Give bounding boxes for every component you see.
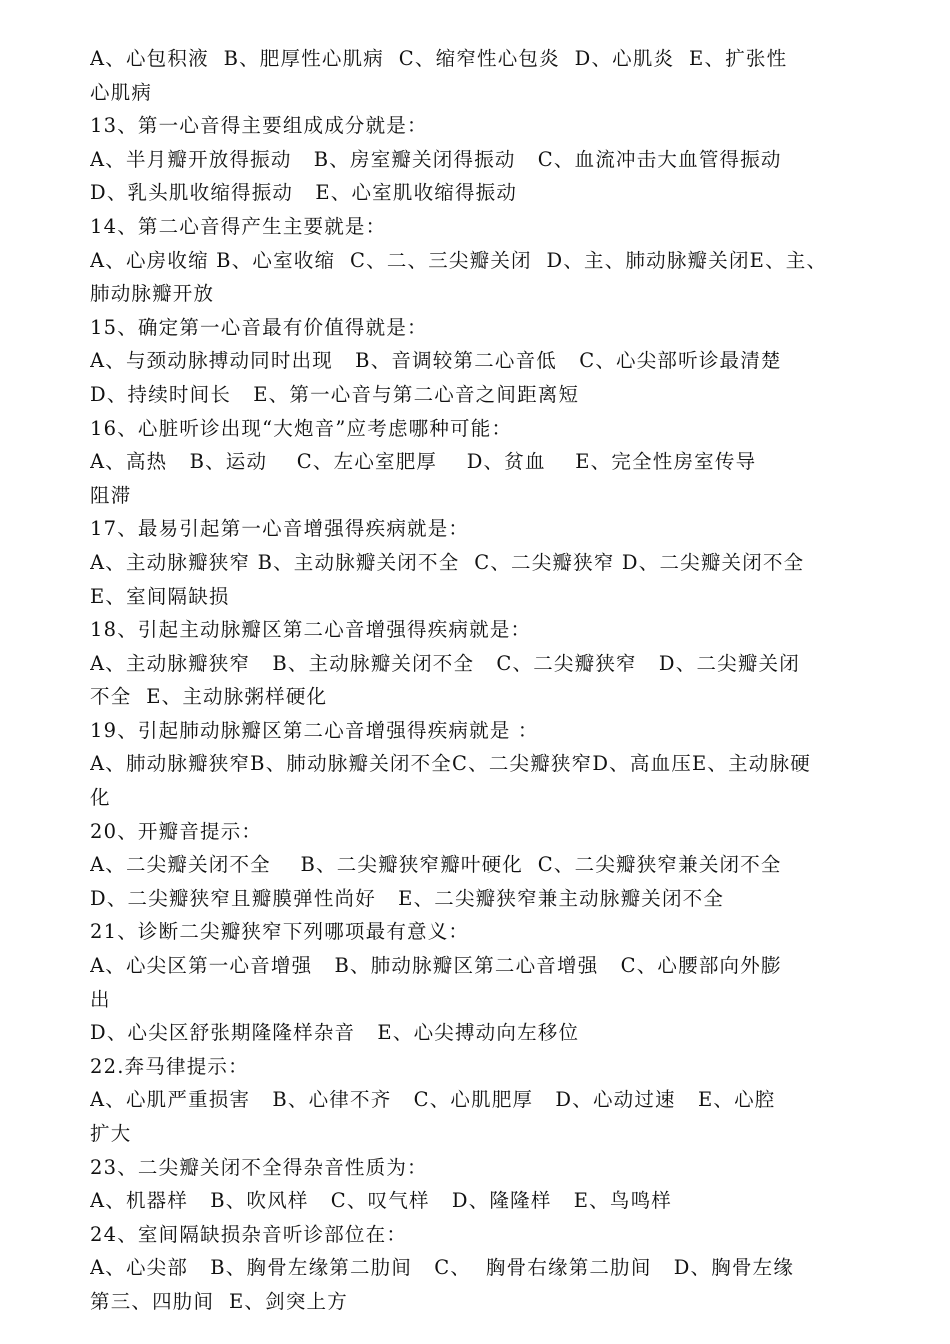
text-line: A、心尖部 B、胸骨左缘第二肋间 C、 胸骨右缘第二肋间 D、胸骨左缘 bbox=[90, 1256, 795, 1280]
text-line: 化 bbox=[90, 786, 111, 810]
question-heading: 23、二尖瓣关闭不全得杂音性质为： bbox=[90, 1155, 428, 1179]
question-heading: 18、引起主动脉瓣区第二心音增强得疾病就是： bbox=[90, 618, 532, 642]
text-line: A、心肌严重损害 B、心律不齐 C、心肌肥厚 D、心动过速 E、心腔 bbox=[90, 1088, 776, 1112]
text-line: A、机器样 B、吹风样 C、叹气样 D、隆隆样 E、鸟鸣样 bbox=[90, 1189, 672, 1213]
text-line: A、主动脉瓣狭窄 B、主动脉瓣关闭不全 C、二尖瓣狭窄 D、二尖瓣关闭 bbox=[90, 651, 800, 675]
question-heading: 19、引起肺动脉瓣区第二心音增强得疾病就是 ： bbox=[90, 718, 539, 742]
document-page bbox=[90, 42, 880, 1319]
question-heading: 17、最易引起第一心音增强得疾病就是： bbox=[90, 517, 470, 541]
text-line: D、心尖区舒张期隆隆样杂音 E、心尖搏动向左移位 bbox=[90, 1021, 580, 1045]
text-line: A、与颈动脉搏动同时出现 B、音调较第二心音低 C、心尖部听诊最清楚 bbox=[90, 349, 782, 373]
text-line: 出 bbox=[90, 987, 111, 1011]
question-heading: 21、诊断二尖瓣狭窄下列哪项最有意义： bbox=[90, 920, 470, 944]
question-heading: 22.奔马律提示： bbox=[90, 1054, 249, 1078]
question-heading: 24、室间隔缺损杂音听诊部位在： bbox=[90, 1222, 408, 1246]
text-line: D、持续时间长 E、第一心音与第二心音之间距离短 bbox=[90, 382, 580, 406]
text-line: 心肌病 bbox=[90, 80, 153, 104]
text-line: A、肺动脉瓣狭窄B、肺动脉瓣关闭不全C、二尖瓣狭窄D、高血压E、主动脉硬 bbox=[90, 752, 811, 776]
question-heading: 14、第二心音得产生主要就是： bbox=[90, 214, 387, 238]
text-line: 阻滞 bbox=[90, 483, 132, 507]
text-line: A、心尖区第一心音增强 B、肺动脉瓣区第二心音增强 C、心腰部向外膨 bbox=[90, 954, 782, 978]
text-line: E、室间隔缺损 bbox=[90, 584, 230, 608]
text-line: A、半月瓣开放得振动 B、房室瓣关闭得振动 C、血流冲击大血管得振动 bbox=[90, 147, 782, 171]
text-line: A、心包积液 B、肥厚性心肌病 C、缩窄性心包炎 D、心肌炎 E、扩张性 bbox=[90, 47, 788, 70]
text-line: D、二尖瓣狭窄且瓣膜弹性尚好 E、二尖瓣狭窄兼主动脉瓣关闭不全 bbox=[90, 886, 725, 910]
text-line: A、二尖瓣关闭不全 B、二尖瓣狭窄瓣叶硬化 C、二尖瓣狭窄兼关闭不全 bbox=[90, 853, 782, 877]
text-line: D、乳头肌收缩得振动 E、心室肌收缩得振动 bbox=[90, 181, 518, 205]
text-line: 肺动脉瓣开放 bbox=[90, 282, 215, 306]
question-heading: 20、开瓣音提示： bbox=[90, 819, 263, 843]
text-line: A、主动脉瓣狭窄 B、主动脉瓣关闭不全 C、二尖瓣狭窄 D、二尖瓣关闭不全 bbox=[90, 550, 805, 574]
text-line: 扩大 bbox=[90, 1122, 132, 1145]
text-line: 不全 E、主动脉粥样硬化 bbox=[90, 685, 328, 709]
question-heading: 13、第一心音得主要组成成分就是： bbox=[90, 114, 428, 138]
question-heading: 15、确定第一心音最有价值得就是： bbox=[90, 315, 428, 339]
question-heading: 16、心脏听诊出现“大炮音”应考虑哪种可能： bbox=[90, 416, 513, 440]
text-line: A、心房收缩 B、心室收缩 C、二、三尖瓣关闭 D、主、肺动脉瓣关闭E、主、 bbox=[90, 248, 828, 272]
text-line: A、高热 B、运动 C、左心室肥厚 D、贫血 E、完全性房室传导 bbox=[90, 450, 757, 474]
text-line: 第三、四肋间 E、剑突上方 bbox=[90, 1289, 348, 1313]
